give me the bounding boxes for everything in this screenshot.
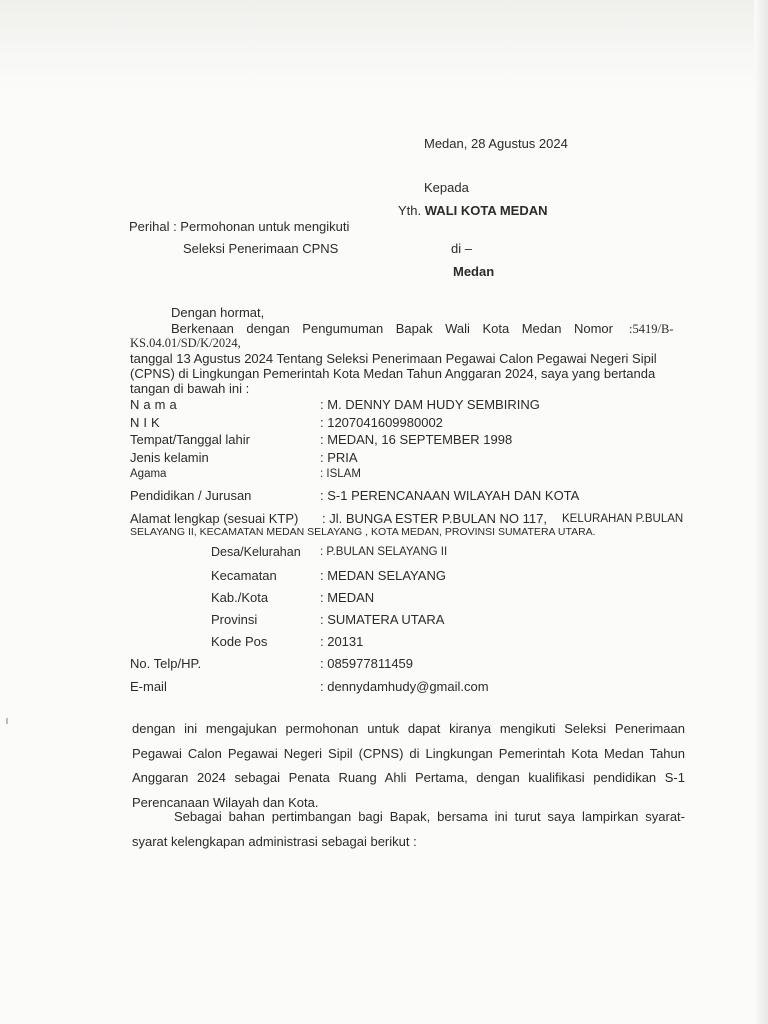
- place-date: Medan, 28 Agustus 2024: [424, 136, 568, 151]
- field-kecamatan-value: : MEDAN SELAYANG: [320, 568, 446, 583]
- field-email-label: E-mail: [130, 679, 167, 694]
- nomor-part1: :5419/B-: [629, 322, 674, 336]
- field-nama-label: Nama: [130, 397, 181, 412]
- field-agama-value: : ISLAM: [320, 468, 361, 480]
- field-alamat-label: Alamat lengkap (sesuai KTP): [130, 511, 299, 526]
- scan-shadow-top: [0, 0, 768, 90]
- intro-line3: tanggal 13 Agustus 2024 Tentang Seleksi Penerimaan Pegawai Calon Pegawai Negeri Sipil: [130, 351, 657, 366]
- field-pendidikan-label: Pendidikan / Jurusan: [130, 488, 252, 503]
- paragraph-attachments: Sebagai bahan pertimbangan bagi Bapak, bersama ini turut saya lampirkan syarat-syarat kelengkapan administrasi sebagai berikut :: [132, 809, 685, 849]
- recipient-kepada: Kepada: [424, 180, 469, 195]
- field-provinsi-label: Provinsi: [211, 612, 258, 627]
- field-jk-value: : PRIA: [320, 450, 358, 465]
- perihal-line2: Seleksi Penerimaan CPNS: [183, 241, 339, 256]
- intro-line5: tangan di bawah ini :: [130, 381, 250, 396]
- field-kecamatan-label: Kecamatan: [211, 568, 277, 583]
- field-telp-label: No. Telp/HP.: [130, 656, 202, 671]
- field-ttl-label: Tempat/Tanggal lahir: [130, 432, 250, 447]
- greeting: Dengan hormat,: [171, 305, 265, 320]
- field-jk-label: Jenis kelamin: [130, 450, 209, 465]
- intro-line1: Berkenaan dengan Pengumuman Bapak Wali Kota Medan Nomor: [171, 321, 613, 336]
- field-alamat-line2: SELAYANG II, KECAMATAN MEDAN SELAYANG , KOTA MEDAN, PROVINSI SUMATERA UTARA.: [130, 526, 596, 538]
- yth-prefix: Yth.: [398, 203, 422, 218]
- field-nik-value: : 1207041609980002: [320, 415, 443, 430]
- field-agama-label: Agama: [130, 468, 167, 480]
- scan-mark: [6, 718, 8, 724]
- scan-shadow-right: [754, 0, 768, 1024]
- intro-line4: (CPNS) di Lingkungan Pemerintah Kota Medan Tahun Anggaran 2024, saya yang bertanda: [130, 366, 656, 381]
- field-pendidikan-value: : S-1 PERENCANAAN WILAYAH DAN KOTA: [320, 488, 580, 503]
- nomor-part2: KS.04.01/SD/K/2024,: [130, 336, 241, 350]
- yth-name: WALI KOTA MEDAN: [424, 203, 548, 218]
- field-nik-label: NIK: [130, 415, 164, 430]
- field-alamat-value-b: KELURAHAN P.BULAN: [562, 513, 684, 525]
- field-kodepos-value: : 20131: [320, 634, 364, 649]
- field-kabkota-value: : MEDAN: [320, 590, 375, 605]
- field-telp-value: : 085977811459: [320, 656, 414, 671]
- field-kabkota-label: Kab./Kota: [211, 590, 269, 605]
- recipient-city: Medan: [453, 264, 495, 279]
- perihal-label: Perihal : Permohonan untuk mengikuti: [129, 219, 350, 234]
- field-desa-label: Desa/Kelurahan: [211, 545, 301, 559]
- field-nama-value: : M. DENNY DAM HUDY SEMBIRING: [320, 397, 540, 412]
- recipient-yth: [398, 203, 548, 218]
- field-alamat-value-a: : Jl. BUNGA ESTER P.BULAN NO 117,: [322, 511, 547, 526]
- recipient-di: di –: [451, 241, 472, 256]
- field-desa-value: : P.BULAN SELAYANG II: [320, 546, 448, 558]
- field-provinsi-value: : SUMATERA UTARA: [320, 612, 445, 627]
- field-ttl-value: : MEDAN, 16 SEPTEMBER 1998: [320, 432, 513, 447]
- paragraph-request: dengan ini mengajukan permohonan untuk dapat kiranya mengikuti Seleksi Penerimaan Pegawai Calon Pegawai Negeri Sipil (CPNS) di Lingkungan Pemerintah Kota Medan Tahun Anggaran 2024 sebagai Penata Ruang Ahli Pertama, dengan kualifikasi pendidikan S-1 Perencanaan Wilayah dan Kota.: [132, 721, 685, 810]
- field-email-value: : dennydamhudy@gmail.com: [320, 679, 489, 694]
- field-kodepos-label: Kode Pos: [211, 634, 268, 649]
